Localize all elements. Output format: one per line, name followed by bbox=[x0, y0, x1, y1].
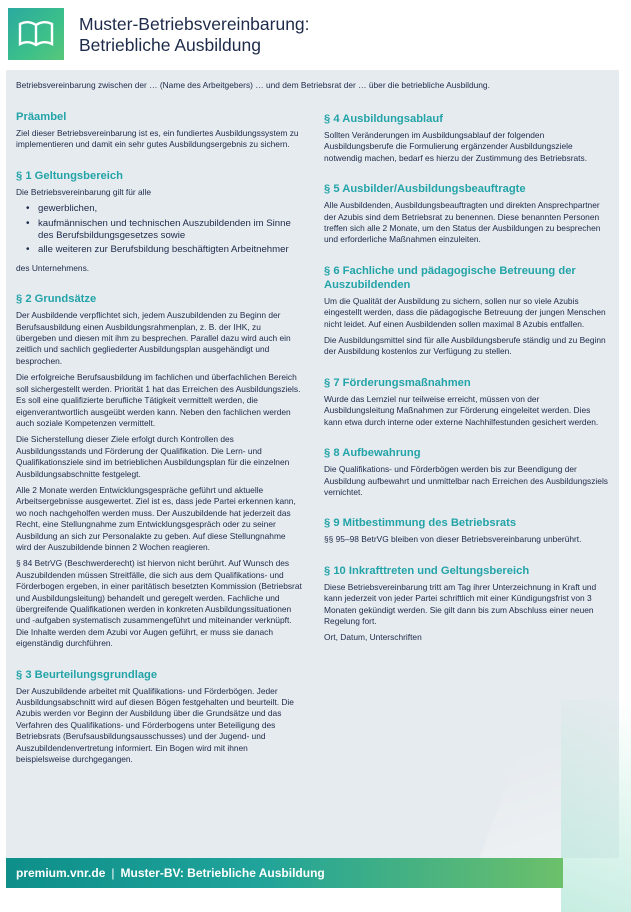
section-10 bbox=[324, 564, 610, 644]
paragraph: Der Ausbildende verpflichtet sich, jedem Auszubildenden zu Beginn der Berufsausbildung einen Ausbildungsrahmenplan, z. B. der IHK, zu übergeben und diesen mit ihm zu besprechen. Parallel dazu wird auch ein zeitlich und sachlich gegliederter Ausbildungsplan ausgehändigt und besprochen. bbox=[16, 310, 291, 366]
section-9 bbox=[324, 516, 610, 545]
section-text: Der Auszubildende arbeitet mit Qualifikations- und Förderbögen. Jeder Ausbildungsabschnitt wird auf diesen Bögen festgehalten und beurteilt. Die Azubis werden vor Beginn der Ausbildung über die Grundsätze und das Verfahren des Qualifikations- und Förderbogens unter Beteiligung des Betriebsrats (Berufsausbildungsausschusses) und der Jugend- und Auszubildendenvertretung informiert. Ein Bogen wird mit ihnen beispielsweise durchgegangen. bbox=[16, 685, 294, 765]
section-heading: Präambel bbox=[16, 111, 67, 123]
page-title bbox=[79, 14, 310, 56]
paragraph: Die Sicherstellung dieser Ziele erfolgt durch Kontrollen des Ausbildungsstands und Förderung der Qualifikation. Die Lern- und Qualifikationsziele sind im betrieblichen Ausbildungsplan für die einzelnen Ausbildungsabschnitte festgelegt. bbox=[16, 434, 290, 479]
section-7 bbox=[324, 376, 610, 428]
decorative-corner bbox=[561, 700, 631, 912]
intro-text: Betriebsvereinbarung zwischen der … (Name des Arbeitgebers) … und dem Betriebsrat der … über die betriebliche Ausbildung. bbox=[16, 80, 490, 90]
title-line-1: Muster-Betriebsvereinbarung: bbox=[79, 14, 310, 34]
content-panel bbox=[6, 70, 619, 858]
section-3 bbox=[16, 668, 302, 766]
section-heading: § 1 Geltungsbereich bbox=[16, 169, 123, 182]
right-column bbox=[324, 112, 610, 662]
section-text: Sollten Veränderungen im Ausbildungsablauf der folgenden Ausbildungsberufe die Formulierung ergänzender Ausbildungsziele notwendig machen, bedarf es hierzu der Zustimmung des Betriebsrats. bbox=[324, 130, 588, 163]
section-lead: Die Betriebsvereinbarung gilt für alle bbox=[16, 186, 152, 197]
list-item: • kaufmännischen und technischen Auszubildenden im Sinne des Berufsbildungsgesetzes sowie bbox=[26, 218, 302, 243]
section-heading: § 6 Fachliche und pädagogische Betreuung der Auszubildenden bbox=[324, 264, 576, 291]
paragraph: Die erfolgreiche Berufsausbildung im fachlichen und überfachlichen Bereich soll sichergestellt werden. Priorität 1 hat das Erreichen des Ausbildungsziels. Es soll eine qualifizierte berufliche Tätigkeit vermittelt werden, die eigenverantwortlich ausgeübt werden kann. Neben den fachlichen werden auch soziale Kompetenzen vermittelt. bbox=[16, 372, 301, 428]
list-item: • gewerblichen, bbox=[26, 203, 302, 215]
footer-site-link[interactable]: premium.vnr.de bbox=[16, 866, 106, 880]
section-text: §§ 95–98 BetrVG bleiben von dieser Betriebsvereinbarung unberührt. bbox=[324, 534, 582, 545]
paragraph: § 84 BetrVG (Beschwerderecht) ist hiervon nicht berührt. Auf Wunsch des Auszubildenden müssen Streitfälle, die sich aus dem Qualifikations- und Förderbogen ergeben, in einer paritätisch besetzten Kommission (Betriebsrat und Ausbildungsleitung) behandelt und geregelt werden. Fachliche und übergreifende Qualifikationen werden in konkreten Ausbildungssituationen und -aufgaben systematisch zusammengeführt und miteinander verknüpft. Die Inhalte werden dem Azubi vor Augen geführt, er muss sie danach eigenständig durchführen. bbox=[16, 558, 302, 649]
section-tail: des Unternehmens. bbox=[16, 262, 90, 273]
section-heading: § 7 Förderungsmaßnahmen bbox=[324, 376, 471, 389]
logo bbox=[8, 8, 64, 60]
title-line-2: Betriebliche Ausbildung bbox=[79, 35, 261, 55]
footer-separator: | bbox=[111, 866, 115, 880]
section-heading: § 5 Ausbilder/Ausbildungsbeauftragte bbox=[324, 183, 526, 196]
section-2 bbox=[16, 292, 302, 649]
section-heading: § 2 Grundsätze bbox=[16, 293, 97, 306]
section-text: Alle Ausbildenden, Ausbildungsbeauftragten und direkten Ansprechpartner der Azubis sind dem Betriebsrat zu benennen. Diese benannten Personen treffen sich alle 2 Monate, um den Status der Ausbildungen zu besprechen und erforderliche Maßnahmen einzuleiten. bbox=[324, 200, 601, 245]
section-praeambel bbox=[16, 110, 302, 151]
open-book-icon bbox=[17, 20, 55, 48]
section-heading: § 10 Inkrafttreten und Geltungsbereich bbox=[324, 564, 530, 577]
section-4 bbox=[324, 112, 610, 164]
paragraph: Die Ausbildungsmittel sind für alle Ausbildungsberufe ständig und zu Beginn der Ausbildung kostenlos zur Verfügung zu stellen. bbox=[324, 335, 606, 357]
section-6 bbox=[324, 264, 610, 358]
left-column bbox=[16, 110, 302, 783]
section-1 bbox=[16, 169, 302, 274]
section-heading: § 3 Beurteilungsgrundlage bbox=[16, 668, 158, 681]
page-footer bbox=[6, 858, 563, 888]
section-heading: § 4 Ausbildungsablauf bbox=[324, 113, 443, 125]
section-text: Ziel dieser Betriebsvereinbarung ist es, ein fundiertes Ausbildungssystem zu implementieren und damit ein sehr gutes Ausbildungsergebnis zu sichern. bbox=[16, 128, 299, 150]
scope-list bbox=[16, 203, 302, 257]
list-item: • alle weiteren zur Berufsbildung beschäftigten Arbeitnehmer bbox=[26, 244, 302, 256]
section-heading: § 8 Aufbewahrung bbox=[324, 447, 421, 460]
section-text: Die Qualifikations- und Förderbögen werden bis zur Beendigung der Ausbildung aufbewahrt und unmittelbar nach Erreichen des Ausbildungsziels vernichtet. bbox=[324, 464, 608, 497]
section-text: Wurde das Lernziel nur teilweise erreicht, müssen von der Ausbildungsleitung Maßnahmen zur Förderung eingeleitet werden. Dies kann etwa durch interne oder externe Nachhilfestunden gesichert werden. bbox=[324, 393, 599, 427]
section-5 bbox=[324, 182, 610, 246]
footer-label: Muster-BV: Betriebliche Ausbildung bbox=[120, 866, 325, 880]
page-header bbox=[0, 0, 631, 66]
paragraph: Alle 2 Monate werden Entwicklungsgespräche geführt und aktuelle Arbeitsergebnisse ausgewertet. Ziel ist es, dass jede Partei erkennen kann, wo noch nachgeholfen werden muss. Der Auszubildende hat jederzeit das Recht, eine Stellungnahme zum Entwicklungsgespräch oder zu seiner Ausbildung an sich zur Personalakte zu geben. Auf diese Stellungnahme wird der Auszubildende binnen 2 Wochen reagieren. bbox=[16, 484, 296, 552]
section-text: Diese Betriebsvereinbarung tritt am Tag ihrer Unterzeichnung in Kraft und kann jederzeit von jeder Partei schriftlich mit einer Kündigungsfrist von 3 Monaten gekündigt werden. Sie gilt dann bis zum Abschluss einer neuen Regelung fort. bbox=[324, 581, 597, 626]
paragraph: Um die Qualität der Ausbildung zu sichern, sollen nur so viele Azubis eingestellt werden, dass die pädagogische Betreuung der jungen Menschen nicht leidet. Auf einen Ausbildenden sollen maximal 8 Azubis entfallen. bbox=[324, 295, 606, 329]
section-8 bbox=[324, 446, 610, 498]
signature-line: Ort, Datum, Unterschriften bbox=[324, 632, 422, 643]
section-heading: § 9 Mitbestimmung des Betriebsrats bbox=[324, 517, 517, 530]
